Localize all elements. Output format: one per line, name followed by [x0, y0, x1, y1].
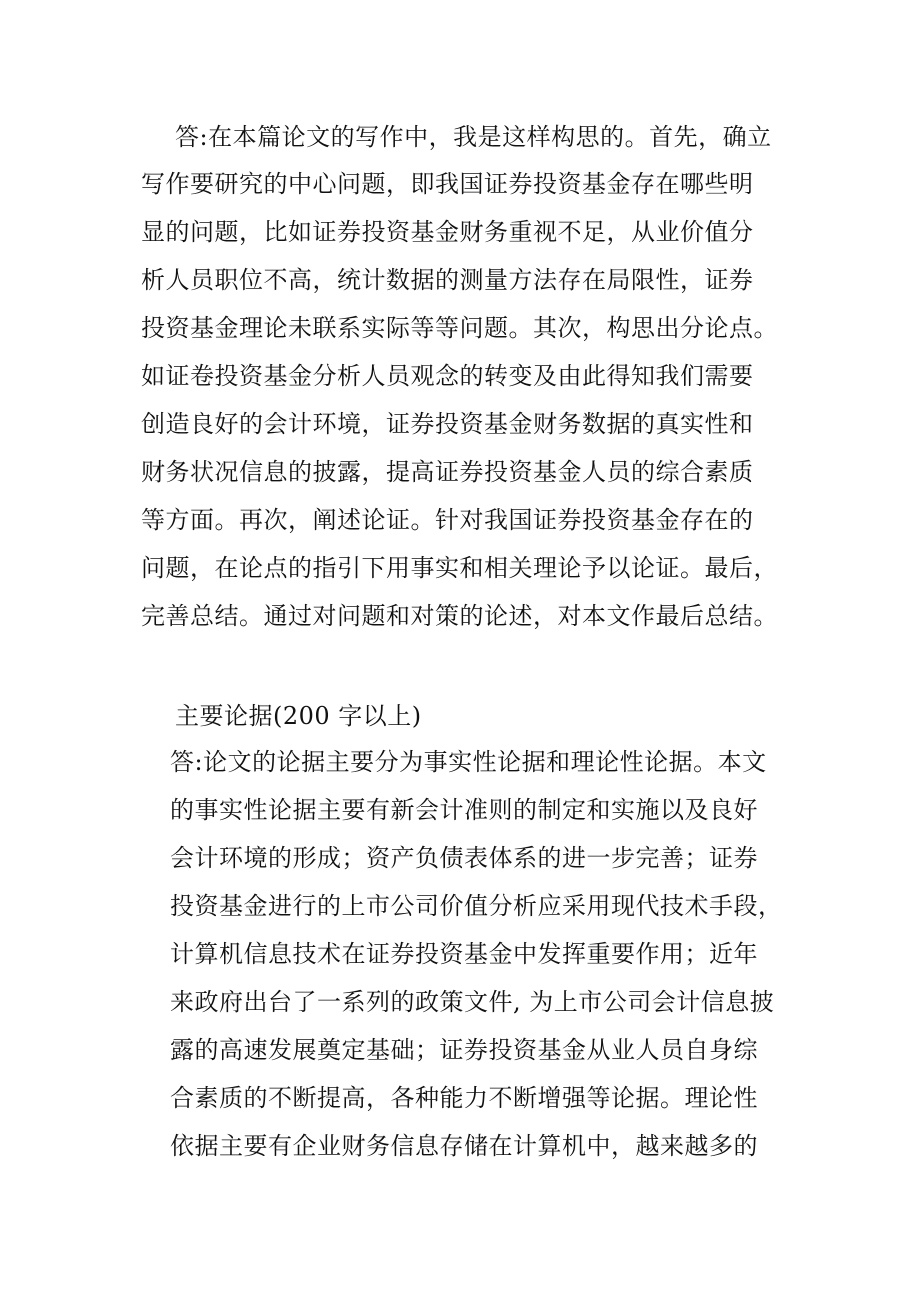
- paragraph-line: 会计环境的形成；资产负债表体系的进一步完善；证券: [170, 844, 758, 872]
- paragraph-line: 答:在本篇论文的写作中，我是这样构思的。首先，确立: [175, 123, 772, 151]
- paragraph-line: 投资基金进行的上市公司价值分析应采用现代技术手段，: [170, 892, 783, 920]
- paragraph-line: 计算机信息技术在证券投资基金中发挥重要作用；近年: [170, 940, 758, 968]
- paragraph-line: 析人员职位不高，统计数据的测量方法存在局限性，证券: [141, 266, 754, 294]
- paragraph-line: 如证卷投资基金分析人员观念的转变及由此得知我们需要: [141, 362, 754, 390]
- paragraph-line: 财务状况信息的披露，提高证券投资基金人员的综合素质: [141, 458, 754, 486]
- paragraph-line: 依据主要有企业财务信息存储在计算机中，越来越多的: [170, 1132, 758, 1160]
- paragraph-line: 完善总结。通过对问题和对策的论述，对本文作最后总结。: [141, 602, 778, 630]
- paragraph-line: 显的问题，比如证券投资基金财务重视不足，从业价值分: [141, 218, 754, 246]
- paragraph-line: 答:论文的论据主要分为事实性论据和理论性论据。本文: [170, 748, 767, 776]
- paragraph-line: 投资基金理论未联系实际等等问题。其次，构思出分论点。: [141, 314, 778, 342]
- paragraph-line: 问题，在论点的指引下用事实和相关理论予以论证。最后，: [141, 554, 778, 582]
- paragraph-line: 露的高速发展奠定基础；证券投资基金从业人员自身综: [170, 1036, 758, 1064]
- paragraph-line: 来政府出台了一系列的政策文件, 为上市公司会计信息披: [170, 988, 775, 1016]
- section-heading: 主要论据(200 字以上): [175, 702, 422, 730]
- paragraph-line: 等方面。再次，阐述论证。针对我国证券投资基金存在的: [141, 506, 754, 534]
- paragraph-line: 合素质的不断提高，各种能力不断增强等论据。理论性: [170, 1084, 758, 1112]
- paragraph-line: 写作要研究的中心问题，即我国证券投资基金存在哪些明: [141, 170, 754, 198]
- paragraph-line: 创造良好的会计环境，证券投资基金财务数据的真实性和: [141, 410, 754, 438]
- paragraph-line: 的事实性论据主要有新会计准则的制定和实施以及良好: [170, 796, 758, 824]
